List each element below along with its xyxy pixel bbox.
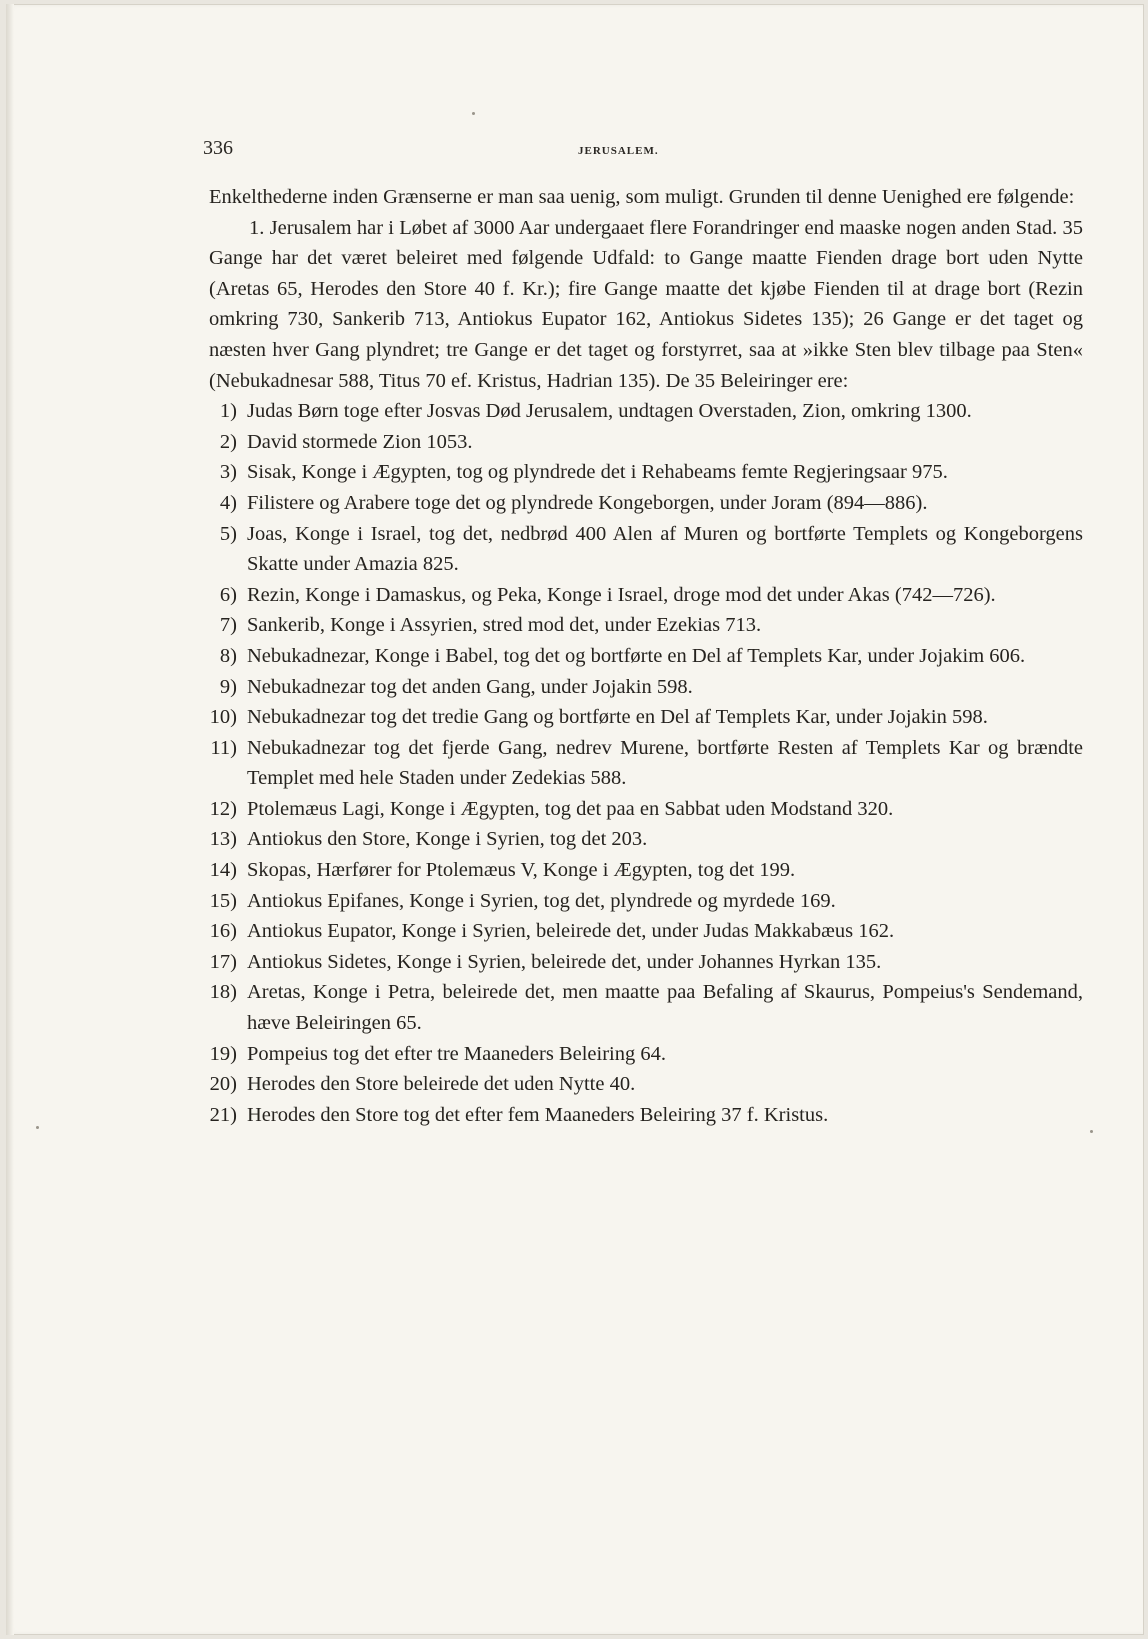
item-number: 19) bbox=[209, 1042, 237, 1065]
list-item bbox=[209, 794, 1083, 825]
item-number: 21) bbox=[209, 1103, 237, 1126]
item-number: 10) bbox=[209, 706, 237, 729]
item-text: Rezin, Konge i Damaskus, og Peka, Konge i Israel, droge mod det under Akas (742—726). bbox=[247, 583, 996, 606]
item-text: Herodes den Store beleirede det uden Nytte 40. bbox=[247, 1073, 636, 1096]
list-item bbox=[209, 916, 1083, 947]
item-number: 8) bbox=[219, 644, 237, 667]
list-item bbox=[209, 519, 1083, 580]
item-text: Sankerib, Konge i Assyrien, stred mod det, under Ezekias 713. bbox=[247, 614, 762, 637]
list-item bbox=[209, 733, 1083, 794]
item-number: 14) bbox=[209, 859, 237, 882]
item-number: 6) bbox=[219, 583, 237, 606]
item-text: Antiokus Eupator, Konge i Syrien, beleirede det, under Judas Makkabæus 162. bbox=[247, 920, 895, 943]
list-item bbox=[209, 1100, 1083, 1131]
item-number: 3) bbox=[219, 461, 237, 484]
item-number: 5) bbox=[219, 522, 237, 545]
list-item bbox=[209, 580, 1083, 611]
paragraph-point-1: 1. Jerusalem har i Løbet af 3000 Aar undergaaet flere Forandringer end maaske nogen anden Stad. 35 Gange har det været beleiret med følgende Udfald: to Gange maatte Fienden drage bort uden Nytte (Aretas 65, Herodes den Store 40 f. Kr.); fire Gange maatte det kjøbe Fienden til at drage bort (Rezin omkring 730, Sankerib 713, Antiokus Eupator 162, Antiokus Sidetes 135); 26 Gange er det taget og næsten hver Gang plyndret; tre Gange er det taget og forstyrret, saa at »ikke Sten blev tilbage paa Sten« (Nebukadnesar 588, Titus 70 ef. Kristus, Hadrian 135). De 35 Beleiringer ere: bbox=[209, 216, 1083, 392]
list-item bbox=[209, 702, 1083, 733]
item-number: 9) bbox=[219, 675, 237, 698]
item-number: 17) bbox=[209, 950, 237, 973]
list-item bbox=[209, 672, 1083, 703]
page-header bbox=[203, 137, 1083, 167]
item-text: Pompeius tog det efter tre Maaneders Beleiring 64. bbox=[247, 1042, 666, 1065]
list-item bbox=[209, 824, 1083, 855]
item-number: 20) bbox=[209, 1073, 237, 1096]
item-text: David stormede Zion 1053. bbox=[247, 430, 473, 453]
item-number: 16) bbox=[209, 920, 237, 943]
paper-speck bbox=[472, 112, 475, 115]
list-item bbox=[209, 488, 1083, 519]
item-text: Aretas, Konge i Petra, beleirede det, men maatte paa Befaling af Skaurus, Pompeius's Sendemand, hæve Beleiringen 65. bbox=[247, 981, 1083, 1035]
item-number: 7) bbox=[219, 614, 237, 637]
item-text: Antiokus Epifanes, Konge i Syrien, tog det, plyndrede og myrdede 169. bbox=[247, 889, 836, 912]
list-item bbox=[209, 977, 1083, 1038]
item-text: Antiokus den Store, Konge i Syrien, tog det 203. bbox=[247, 828, 648, 851]
list-item bbox=[209, 1069, 1083, 1100]
item-number: 4) bbox=[219, 491, 237, 514]
item-text: Sisak, Konge i Ægypten, tog og plyndrede det i Rehabeams femte Regjeringsaar 975. bbox=[247, 461, 948, 484]
list-item bbox=[209, 641, 1083, 672]
list-item bbox=[209, 947, 1083, 978]
item-number: 1) bbox=[219, 400, 237, 423]
item-text: Antiokus Sidetes, Konge i Syrien, beleirede det, under Johannes Hyrkan 135. bbox=[247, 950, 882, 973]
item-text: Nebukadnezar, Konge i Babel, tog det og bortførte en Del af Templets Kar, under Jojakim 606. bbox=[247, 644, 1026, 667]
item-number: 12) bbox=[209, 797, 237, 820]
item-text: Nebukadnezar tog det tredie Gang og bortførte en Del af Templets Kar, under Jojakin 598. bbox=[247, 706, 988, 729]
item-text: Joas, Konge i Israel, tog det, nedbrød 400 Alen af Muren og bortførte Templets og Kongeborgens Skatte under Amazia 825. bbox=[247, 522, 1083, 576]
item-text: Herodes den Store tog det efter fem Maaneders Beleiring 37 f. Kristus. bbox=[247, 1103, 829, 1126]
list-item bbox=[209, 457, 1083, 488]
item-number: 15) bbox=[209, 889, 237, 912]
list-item bbox=[209, 886, 1083, 917]
list-item bbox=[209, 855, 1083, 886]
item-text: Nebukadnezar tog det fjerde Gang, nedrev Murene, bortførte Resten af Templets Kar og brændte Templet med hele Staden under Zedekias 588. bbox=[247, 736, 1083, 790]
item-text: Filistere og Arabere toge det og plyndrede Kongeborgen, under Joram (894—886). bbox=[247, 491, 928, 514]
item-text: Ptolemæus Lagi, Konge i Ægypten, tog det paa en Sabbat uden Modstand 320. bbox=[247, 797, 894, 820]
page-edge bbox=[6, 4, 14, 1635]
list-item bbox=[209, 396, 1083, 427]
item-number: 11) bbox=[210, 736, 237, 759]
paragraph-intro: Enkelthederne inden Grænserne er man saa uenig, som muligt. Grunden til denne Uenighed ere følgende: bbox=[209, 186, 1075, 208]
item-number: 13) bbox=[209, 828, 237, 851]
item-number: 2) bbox=[219, 430, 237, 453]
list-item bbox=[209, 427, 1083, 458]
item-number: 18) bbox=[209, 981, 237, 1004]
siege-list bbox=[209, 396, 1083, 1130]
item-text: Judas Børn toge efter Josvas Død Jerusalem, undtagen Overstaden, Zion, omkring 1300. bbox=[247, 400, 972, 423]
running-head: JERUSALEM. bbox=[578, 145, 659, 157]
body-text bbox=[209, 182, 1083, 1130]
paper-speck bbox=[1090, 1130, 1093, 1133]
page-number: 336 bbox=[203, 137, 233, 159]
paper-speck bbox=[36, 1126, 39, 1129]
item-text: Nebukadnezar tog det anden Gang, under Jojakin 598. bbox=[247, 675, 693, 698]
list-item bbox=[209, 1039, 1083, 1070]
book-page bbox=[6, 4, 1144, 1635]
list-item bbox=[209, 610, 1083, 641]
item-text: Skopas, Hærfører for Ptolemæus V, Konge i Ægypten, tog det 199. bbox=[247, 859, 796, 882]
